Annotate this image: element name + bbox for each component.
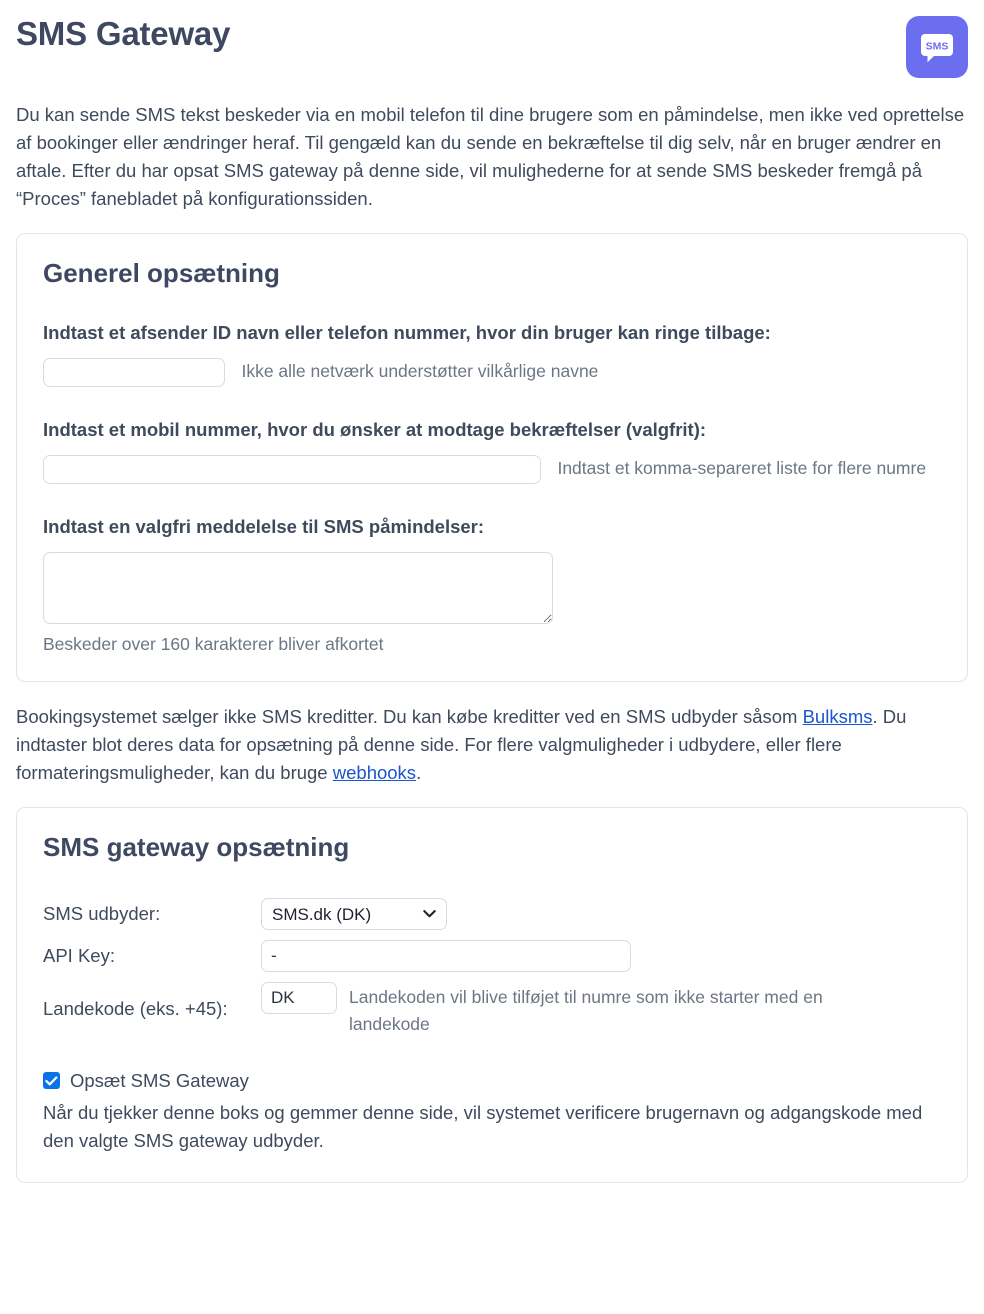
sms-bubble-icon — [917, 27, 957, 67]
mobile-number-input[interactable] — [43, 455, 541, 484]
country-code-hint: Landekoden vil blive tilføjet til numre som ikke starter med en landekode — [349, 987, 823, 1034]
country-code-row — [43, 977, 889, 1042]
sms-app-badge — [906, 16, 968, 78]
mobile-number-hint: Indtast et komma-separeret liste for flere numre — [557, 457, 927, 478]
intro-paragraph: Du kan sende SMS tekst beskeder via en mobil telefon til dine brugere som en påmindelse, men ikke ved oprettelse af bookinger eller ændringer heraf. Til gengæld kan du sende en bekræftelse til dig selv, når en bruger ændrer en aftale. Efter du har opsat SMS gateway på denne side, vil mulighederne for at sende SMS beskeder fremgå på “Proces” fanebladet på konfigurationssiden. — [16, 104, 965, 210]
credits-note — [16, 703, 968, 787]
general-settings-title: Generel opsætning — [43, 258, 280, 289]
mobile-number-label: Indtast et mobil nummer, hvor du ønsker at modtage bekræftelser (valgfrit): — [43, 418, 707, 440]
provider-label: SMS udbyder: — [43, 902, 161, 924]
gateway-settings-title: SMS gateway opsætning — [43, 832, 350, 863]
credits-note-text-1: Bookingsystemet sælger ikke SMS kreditter. Du kan købe kreditter ved en SMS udbyder såsom — [16, 705, 803, 727]
setup-gateway-checkbox-label[interactable]: Opsæt SMS Gateway — [70, 1069, 249, 1091]
credits-note-text-3: . — [416, 762, 422, 784]
provider-select[interactable] — [261, 898, 447, 930]
setup-gateway-description: Når du tjekker denne boks og gemmer denne side, vil systemet verificere brugernavn og adgangskode med den valgte SMS gateway udbyder. — [43, 1101, 923, 1152]
gateway-settings-card — [16, 807, 968, 1183]
provider-select-wrap — [261, 898, 447, 930]
sender-id-hint: Ikke alle netværk understøtter vilkårlige navne — [241, 360, 599, 381]
checkmark-icon[interactable] — [43, 1072, 60, 1089]
general-settings-card — [16, 233, 968, 681]
api-key-label: API Key: — [43, 944, 115, 966]
country-code-input[interactable] — [261, 982, 337, 1014]
bulksms-link[interactable]: Bulksms — [802, 705, 873, 727]
svg-text:SMS: SMS — [925, 40, 949, 53]
provider-row — [43, 893, 889, 935]
reminder-message-textarea[interactable] — [43, 552, 553, 624]
mobile-number-field-group — [43, 417, 941, 484]
api-key-row — [43, 935, 889, 977]
country-code-field-cell — [261, 977, 889, 1042]
credits-note-text-2: . Du indtaster blot deres data for opsætning på denne side. For flere valgmuligheder i udbydere, eller flere formateringsmuligheder, kan du bruge — [16, 705, 907, 784]
setup-gateway-checkbox-row[interactable] — [43, 1068, 941, 1094]
sender-id-input[interactable] — [43, 358, 225, 387]
sender-id-label: Indtast et afsender ID navn eller telefon nummer, hvor din bruger kan ringe tilbage: — [43, 321, 771, 343]
api-key-input[interactable] — [261, 940, 631, 972]
reminder-message-hint: Beskeder over 160 karakterer bliver afkortet — [43, 633, 384, 654]
page-header — [16, 0, 968, 78]
reminder-message-label: Indtast en valgfri meddelelse til SMS påmindelser: — [43, 515, 485, 537]
provider-field-cell — [261, 893, 889, 935]
setup-gateway-checkbox-group — [43, 1068, 941, 1156]
country-code-label: Landekode (eks. +45): — [43, 998, 228, 1020]
reminder-message-field-group — [43, 514, 941, 655]
sender-id-field-group — [43, 320, 941, 387]
api-key-field-cell — [261, 935, 889, 977]
page-title: SMS Gateway — [16, 15, 231, 52]
webhooks-link[interactable]: webhooks — [332, 762, 417, 784]
gateway-settings-table — [43, 893, 889, 1042]
